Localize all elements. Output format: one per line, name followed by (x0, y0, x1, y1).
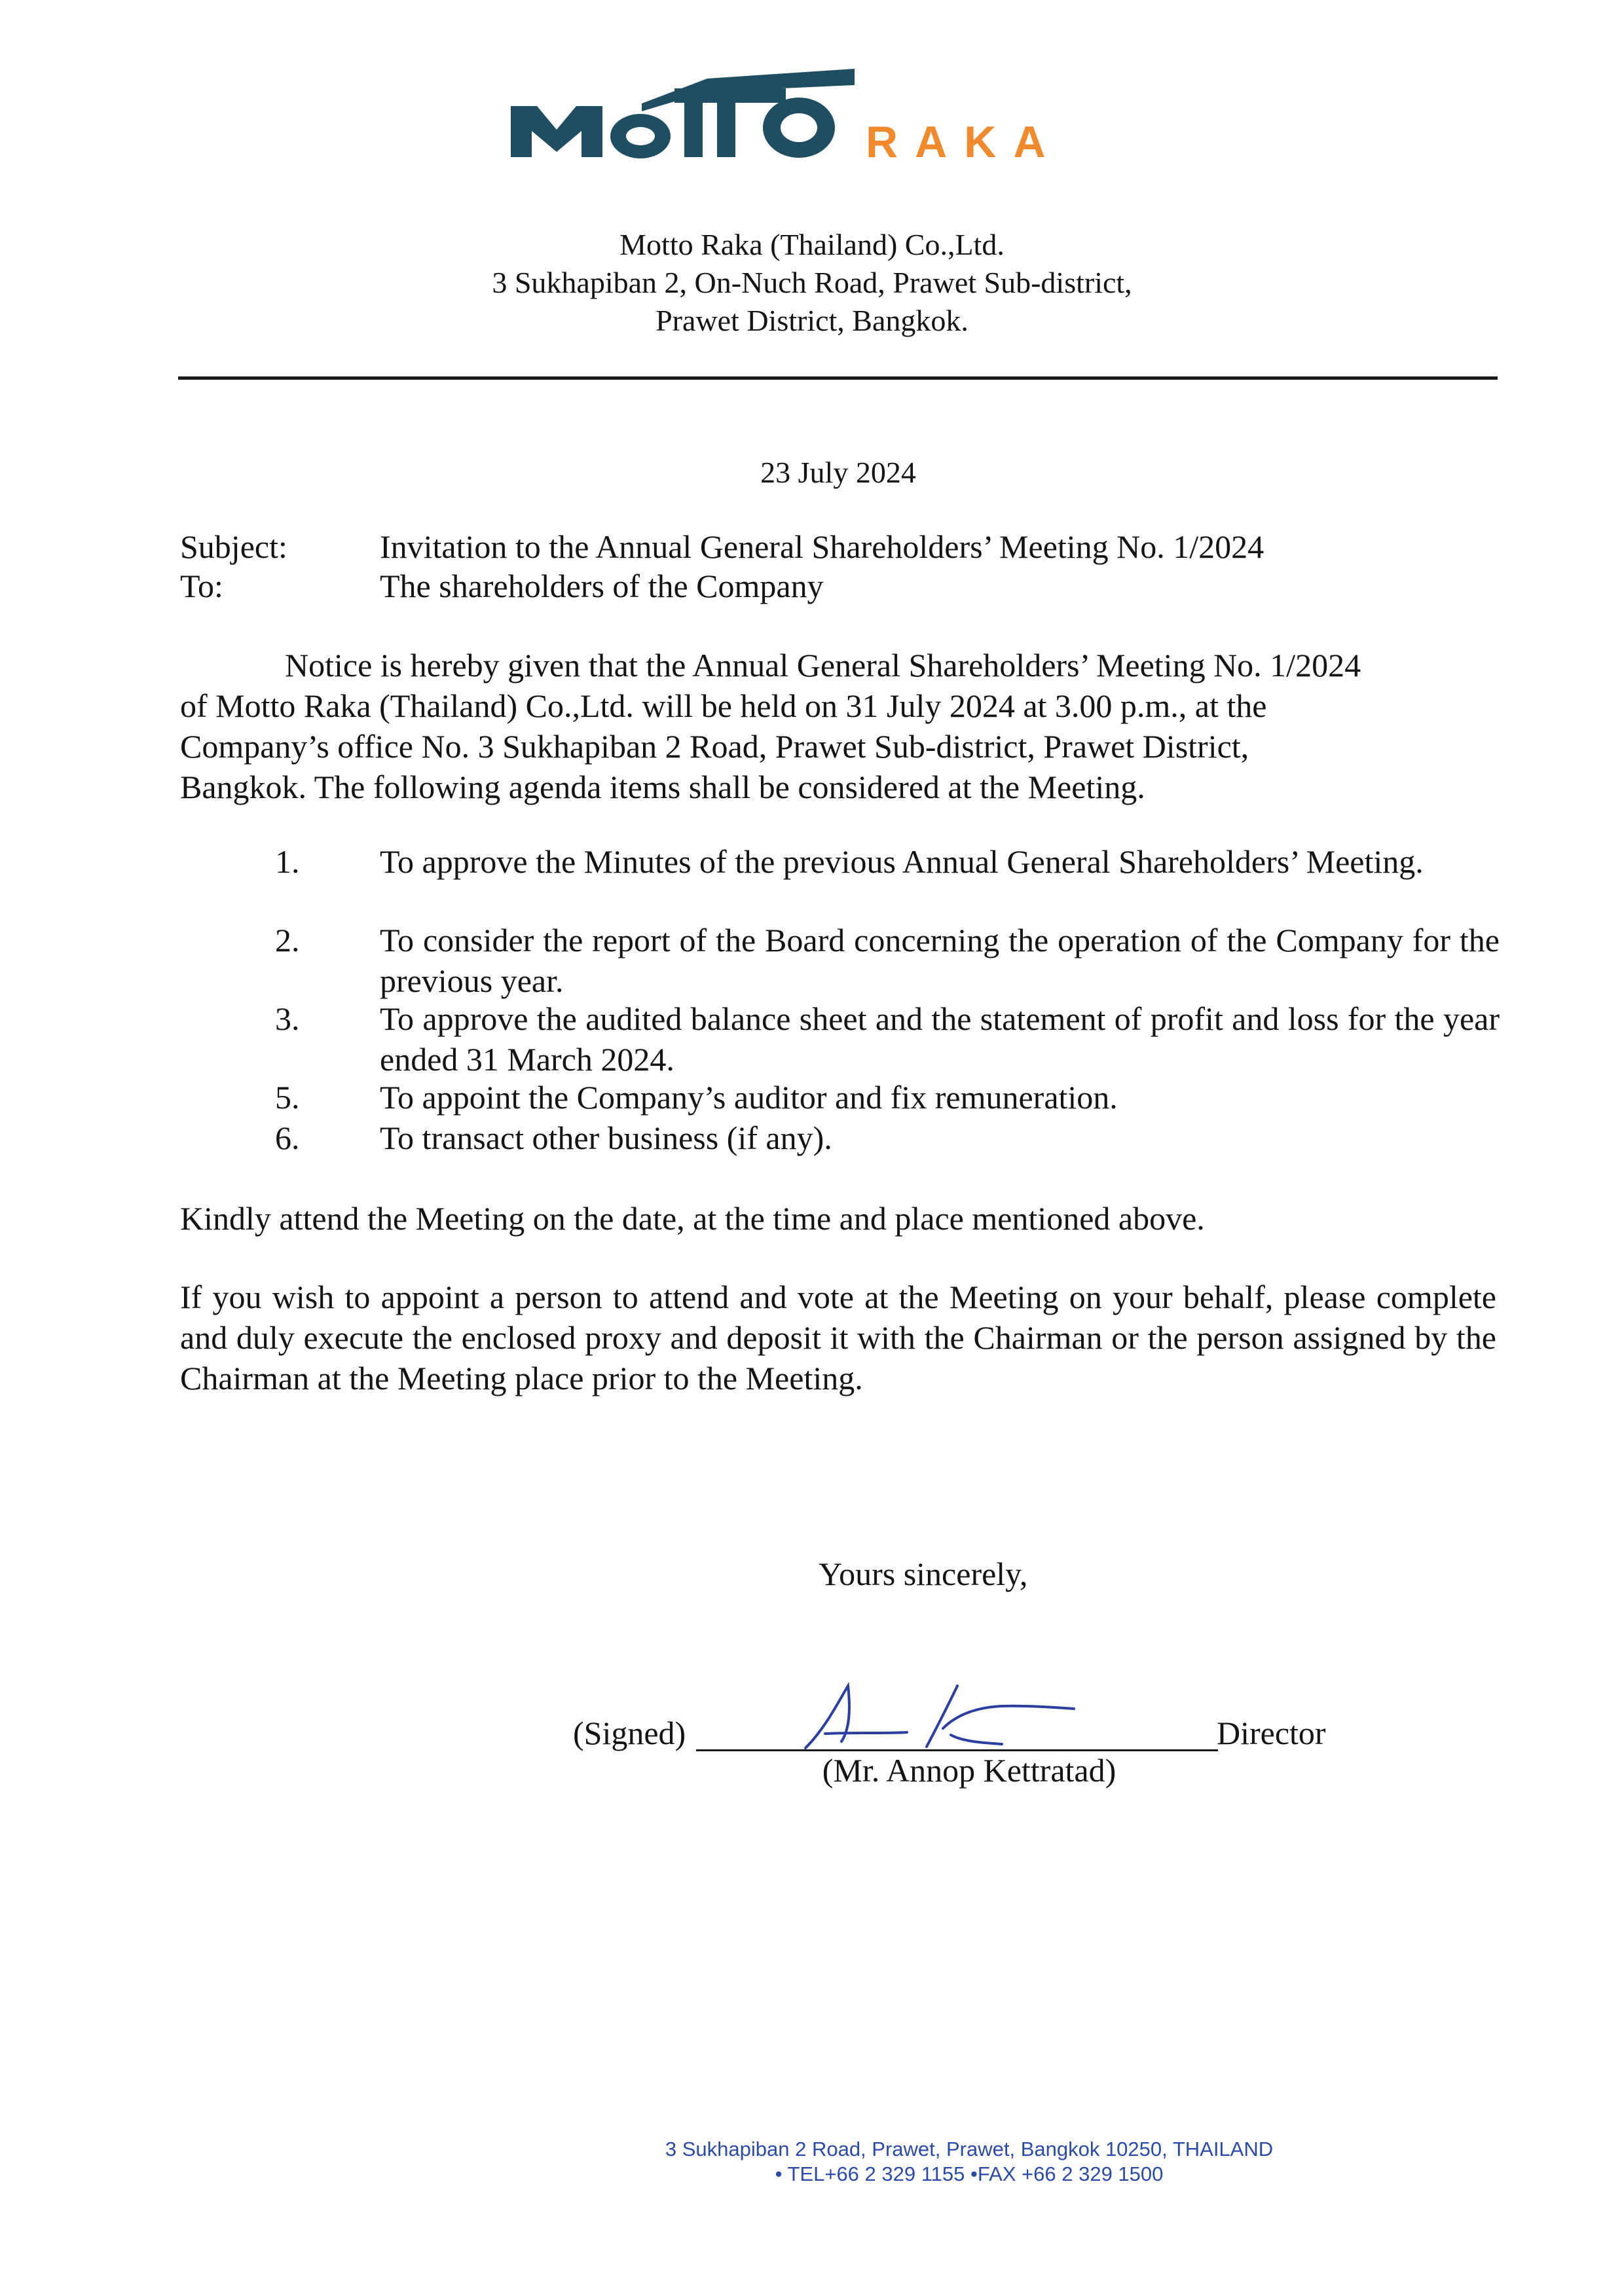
proxy-paragraph: If you wish to appoint a person to attend and vote at the Meeting on your behalf, please complete and duly execute the enclosed proxy and deposit it with the Chairman or the person assigned by the Chairman at the Meeting place prior to the Meeting. (180, 1279, 1496, 1396)
agenda-text: To approve the audited balance sheet and the statement of profit and loss for the year ended 31 March 2024. (380, 1000, 1500, 1078)
agenda-number: 3. (275, 1000, 300, 1037)
footer-contact: • TEL+66 2 329 1155 •FAX +66 2 329 1500 (775, 2162, 1164, 2185)
company-logo (511, 65, 1139, 170)
footer-address: 3 Sukhapiban 2 Road, Prawet, Prawet, Bangkok 10250, THAILAND (665, 2138, 1274, 2160)
attend-paragraph: Kindly attend the Meeting on the date, at the time and place mentioned above. (180, 1200, 1205, 1237)
svg-text:RAKA: RAKA (866, 117, 1063, 167)
agenda-text: To transact other business (if any). (380, 1120, 832, 1156)
header-divider (178, 376, 1498, 380)
subject-value: Invitation to the Annual General Shareholders’ Meeting No. 1/2024 (380, 528, 1264, 565)
notice-paragraph (180, 645, 1496, 807)
letter-date: 23 July 2024 (760, 456, 916, 489)
letterhead-address-line1: 3 Sukhapiban 2, On-Nuch Road, Prawet Sub-district, (492, 266, 1132, 299)
agenda-number: 1. (275, 843, 300, 880)
signatory-title: Director (1217, 1715, 1326, 1751)
agenda-text: To approve the Minutes of the previous Annual General Shareholders’ Meeting. (380, 843, 1424, 880)
agenda-number: 5. (275, 1079, 300, 1116)
subject-label: Subject: (180, 528, 287, 565)
agenda-number: 6. (275, 1120, 300, 1156)
handwritten-signature (786, 1676, 1087, 1755)
agenda-text: To appoint the Company’s auditor and fix remuneration. (380, 1079, 1118, 1116)
agenda-number: 2. (275, 922, 300, 958)
to-label: To: (180, 568, 223, 604)
notice-line: of Motto Raka (Thailand) Co.,Ltd. will be held on 31 July 2024 at 3.00 p.m., at the (180, 687, 1267, 724)
letterhead-company: Motto Raka (Thailand) Co.,Ltd. (619, 228, 1005, 261)
agenda-text: To consider the report of the Board concerning the operation of the Company for the previous year. (380, 922, 1500, 999)
to-value: The shareholders of the Company (380, 568, 824, 604)
letterhead-address-line2: Prawet District, Bangkok. (655, 304, 969, 337)
signed-label: (Signed) (573, 1715, 686, 1751)
notice-line: Company’s office No. 3 Sukhapiban 2 Road, Prawet Sub-district, Prawet District, (180, 728, 1249, 765)
notice-line: Bangkok. The following agenda items shall be considered at the Meeting. (180, 769, 1145, 805)
closing-salutation: Yours sincerely, (819, 1556, 1028, 1592)
notice-line: Notice is hereby given that the Annual General Shareholders’ Meeting No. 1/2024 (285, 647, 1361, 683)
signatory-name: (Mr. Annop Kettratad) (822, 1752, 1116, 1789)
